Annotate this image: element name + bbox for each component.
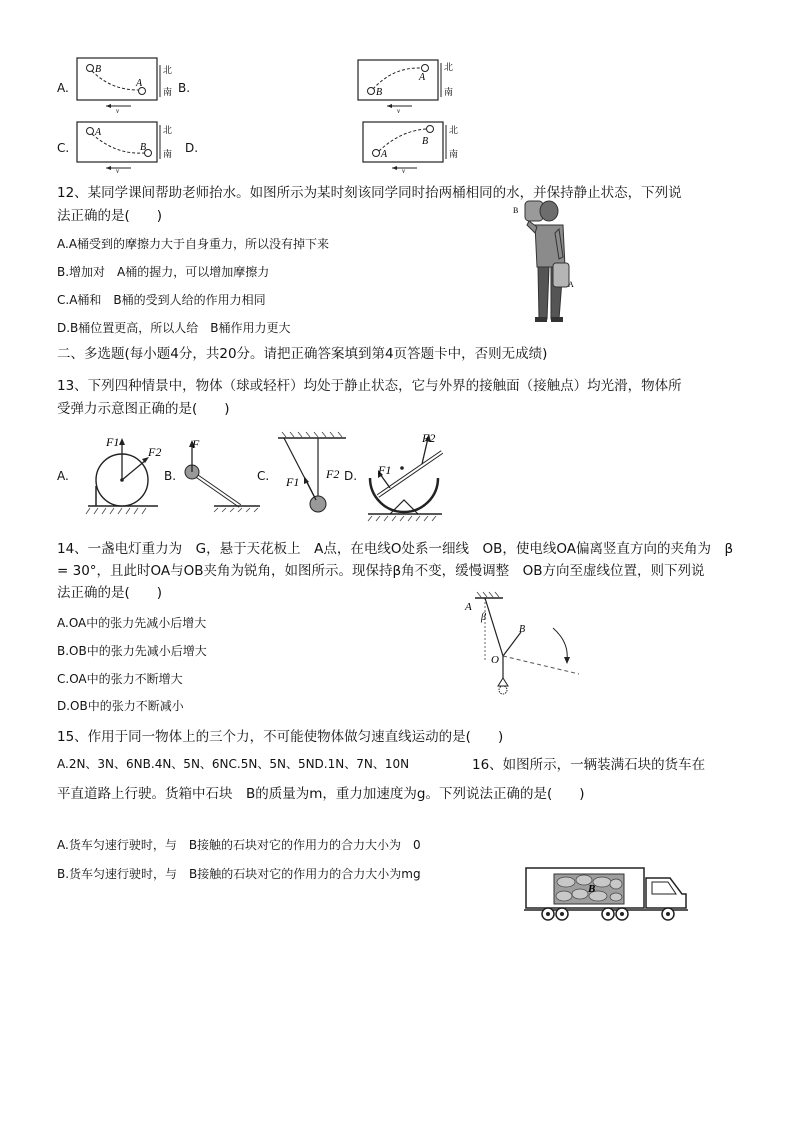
svg-text:F1: F1	[286, 475, 300, 489]
section-2-heading: 二、多选题(每小题4分，共20分。请把正确答案填到第4页答题卡中，否则无成绩)	[57, 346, 548, 362]
q14-stem-line1: 14、一盏电灯重力为 G，悬于天花板上 A点，在电线O处系一细线 OB，使电线OA偏离竖直方向的夹角为 β	[57, 541, 734, 557]
svg-text:北: 北	[444, 62, 454, 72]
q14-option-a: A.OA中的张力先减小后增大	[57, 616, 207, 630]
svg-text:B: B	[376, 87, 383, 98]
q13-option-d-label: D.	[344, 469, 358, 483]
q12-stem-line2: 法正确的是( )	[57, 208, 163, 224]
svg-text:B: B	[140, 142, 147, 153]
svg-text:v: v	[397, 107, 401, 115]
svg-text:南: 南	[449, 149, 459, 159]
svg-text:南: 南	[444, 87, 454, 97]
q11-figure-b	[357, 57, 457, 113]
svg-text:A: A	[136, 78, 143, 89]
svg-text:A: A	[419, 72, 426, 83]
svg-text:B: B	[95, 64, 102, 75]
svg-text:B: B	[513, 206, 519, 215]
svg-text:北: 北	[163, 125, 173, 135]
q11-option-c-label: C.	[57, 141, 70, 155]
svg-text:北: 北	[163, 65, 173, 75]
q14-option-b: B.OB中的张力先减小后增大	[57, 644, 207, 658]
q13-figure-b	[178, 432, 268, 512]
svg-text:A: A	[95, 127, 102, 138]
svg-text:F2: F2	[148, 445, 162, 459]
q12-option-a: A.A桶受到的摩擦力大于自身重力，所以没有掉下来	[57, 237, 330, 251]
svg-text:v: v	[116, 167, 120, 175]
svg-text:B: B	[422, 136, 429, 147]
q16-option-a: A.货车匀速行驶时，与 B接触的石块对它的作用力的合力大小为 0	[57, 838, 421, 852]
q14-stem-line2: = 30°，且此时OA与OB夹角为锐角，如图所示。现保持β角不变，缓慢调整 OB方向至虚线位置，则下列说	[57, 563, 705, 579]
svg-text:O: O	[491, 654, 499, 666]
q14-option-d: D.OB中的张力不断减小	[57, 699, 184, 713]
q15-stem: 15、作用于同一物体上的三个力，不可能使物体做匀速直线运动的是( )	[57, 729, 504, 745]
q16-stem-line2: 平直道路上行驶。货箱中石块 B的质量为m，重力加速度为g。下列说法正确的是( )	[57, 786, 585, 802]
svg-text:v: v	[116, 107, 120, 115]
q15-options: A.2N、3N、6NB.4N、5N、6NC.5N、5N、5ND.1N、7N、10N	[57, 757, 410, 771]
svg-text:A: A	[381, 149, 388, 160]
q11-figure-d	[362, 117, 462, 173]
q12-option-c: C.A桶和 B桶的受到人给的作用力相同	[57, 293, 266, 307]
q13-option-b-label: B.	[164, 469, 177, 483]
q16-option-b: B.货车匀速行驶时，与 B接触的石块对它的作用力的合力大小为mg	[57, 867, 421, 881]
svg-text:v: v	[402, 167, 406, 175]
svg-text:B: B	[519, 624, 526, 635]
q14-stem-line3: 法正确的是( )	[57, 585, 163, 601]
svg-text:南: 南	[163, 87, 173, 97]
q12-figure-person-carrying-water	[505, 195, 590, 327]
q13-stem-line2: 受弹力示意图正确的是( )	[57, 401, 230, 417]
q14-option-c: C.OA中的张力不断增大	[57, 672, 183, 686]
svg-text:β: β	[481, 612, 486, 623]
q16-stem-line1: 16、如图所示，一辆装满石块的货车在	[472, 757, 706, 773]
q12-option-b: B.增加对 A桶的握力，可以增加摩擦力	[57, 265, 270, 279]
q13-option-c-label: C.	[257, 469, 270, 483]
svg-text:北: 北	[449, 125, 459, 135]
q16-figure-truck	[522, 864, 692, 924]
q13-option-a-label: A.	[57, 469, 69, 483]
q11-figure-c	[76, 117, 186, 173]
svg-text:F: F	[192, 437, 200, 451]
q13-figure-a	[70, 428, 160, 520]
q11-option-a-label: A.	[57, 81, 69, 95]
svg-text:F1: F1	[378, 463, 392, 477]
q11-option-b-label: B.	[178, 81, 191, 95]
svg-text:F2: F2	[422, 431, 436, 445]
q11-figure-a	[76, 57, 176, 113]
q12-option-d: D.B桶位置更高，所以人给 B桶作用力更大	[57, 321, 291, 335]
q11-option-d-label: D.	[185, 141, 199, 155]
svg-text:A: A	[568, 280, 574, 289]
svg-text:F1: F1	[106, 435, 120, 449]
q12-stem-line1: 12、某同学课间帮助老师抬水。如图所示为某时刻该同学同时抬两桶相同的水，并保持静止状态，下列说	[57, 185, 682, 201]
svg-text:南: 南	[163, 149, 173, 159]
svg-text:A: A	[465, 601, 472, 613]
svg-text:F2: F2	[326, 467, 340, 481]
q13-stem-line1: 13、下列四种情景中，物体（球或轻杆）均处于静止状态，它与外界的接触面（接触点）均光滑，物体所	[57, 378, 682, 394]
svg-text:B: B	[588, 883, 596, 895]
q14-figure-lamp	[455, 590, 585, 700]
q13-figure-d	[360, 424, 460, 522]
